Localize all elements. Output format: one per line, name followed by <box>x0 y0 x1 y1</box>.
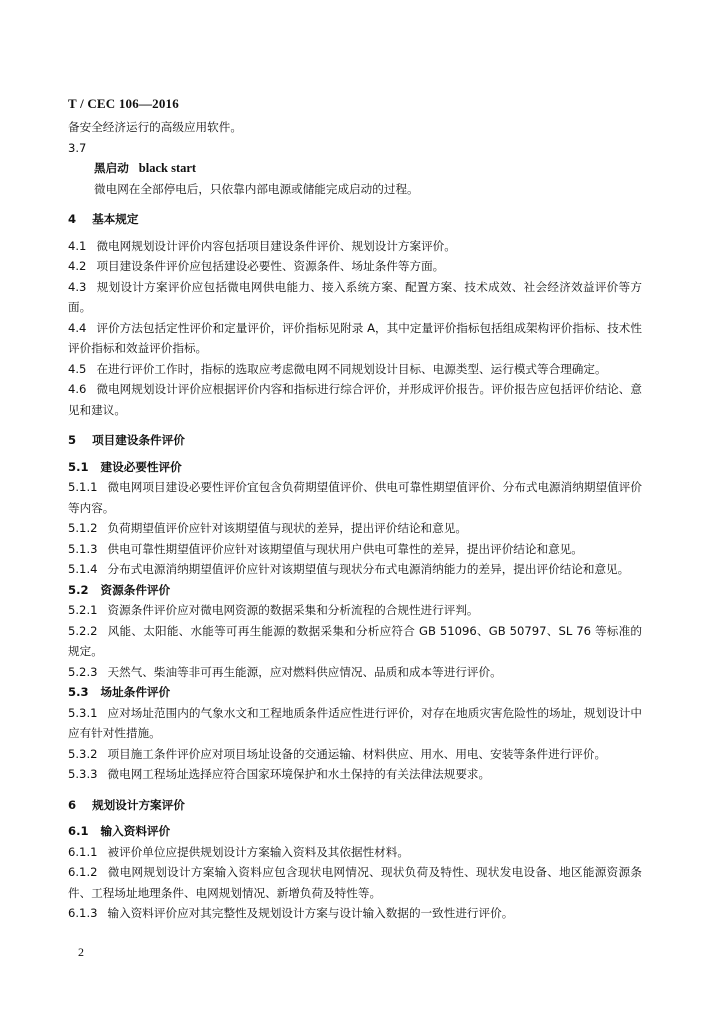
clause-text: 风能、太阳能、水能等可再生能源的数据采集和分析应符合 GB 51096、GB 50797、SL 76 等标准的规定。 <box>68 623 642 658</box>
clause-text: 项目施工条件评价应对项目场址设备的交通运输、材料供应、用水、用电、安装等条件进行评价。 <box>107 746 607 761</box>
clause-text: 资源条件评价应对微电网资源的数据采集和分析流程的合规性进行评判。 <box>107 603 479 617</box>
subsection-heading <box>68 682 642 703</box>
clause-number: 4.5 <box>68 361 87 376</box>
section-number: 6 <box>68 797 77 812</box>
term-number: 3.7 <box>68 140 87 155</box>
clause-number: 5.2.2 <box>68 623 98 638</box>
section-heading <box>68 209 642 230</box>
document-body <box>68 117 642 924</box>
clause-number: 5.1.4 <box>68 562 98 576</box>
clause-number: 5.2.1 <box>68 603 98 617</box>
clause-number: 4.1 <box>68 238 87 253</box>
clause-text: 在进行评价工作时，指标的选取应考虑微电网不同规划设计目标、电源类型、运行模式等合理确定。 <box>96 361 607 376</box>
clause-text: 天然气、柴油等非可再生能源，应对燃料供应情况、品质和成本等进行评价。 <box>107 664 502 679</box>
clause-text: 微电网规划设计评价应根据评价内容和指标进行综合评价，并形成评价报告。评价报告应包括评价结论、意见和建议。 <box>68 382 642 417</box>
clause <box>68 662 642 683</box>
clause-number: 5.1.3 <box>68 541 98 556</box>
subsection-number: 6.1 <box>68 824 89 838</box>
section-title: 规划设计方案评价 <box>92 797 185 812</box>
section-number: 4 <box>68 212 77 226</box>
section-title: 基本规定 <box>92 212 139 226</box>
clause <box>68 379 642 420</box>
subsection-title: 建设必要性评价 <box>100 459 182 474</box>
clause <box>68 256 642 277</box>
subsection-title: 输入资料评价 <box>100 824 171 838</box>
clause-text: 分布式电源消纳期望值评价应针对该期望值与现状分布式电源消纳能力的差异，提出评价结论和意见。 <box>107 562 630 576</box>
clause-text: 规划设计方案评价应包括微电网供电能力、接入系统方案、配置方案、技术成效、社会经济效益评价等方面。 <box>68 279 642 314</box>
clause-number: 6.1.2 <box>68 865 98 879</box>
clause-text: 项目建设条件评价应包括建设必要性、资源条件、场址条件等方面。 <box>96 259 445 273</box>
section-heading <box>68 430 642 451</box>
subsection-heading <box>68 821 642 842</box>
clause-number: 4.6 <box>68 382 87 396</box>
clause <box>68 518 642 539</box>
clause-text: 微电网规划设计评价内容包括项目建设条件评价、规划设计方案评价。 <box>96 238 456 253</box>
clause-number: 4.3 <box>68 279 87 294</box>
clause <box>68 318 642 359</box>
clause-text: 被评价单位应提供规划设计方案输入资料及其依据性材料。 <box>107 844 409 859</box>
clause <box>68 277 642 318</box>
clause <box>68 842 642 863</box>
subsection-number: 5.3 <box>68 685 89 699</box>
clause-number: 5.3.3 <box>68 767 98 781</box>
term-chinese: 黑启动 <box>94 161 129 175</box>
clause-number: 4.4 <box>68 320 87 335</box>
subsection-heading <box>68 580 642 601</box>
clause <box>68 703 642 744</box>
clause-text: 微电网项目建设必要性评价宜包含负荷期望值评价、供电可靠性期望值评价、分布式电源消纳期望值评价等内容。 <box>68 480 642 515</box>
clause-number: 4.2 <box>68 259 87 273</box>
clause-text: 负荷期望值评价应针对该期望值与现状的差异，提出评价结论和意见。 <box>107 521 467 535</box>
clause-text: 供电可靠性期望值评价应针对该期望值与现状用户供电可靠性的差异，提出评价结论和意见。 <box>107 541 583 556</box>
clause-number: 5.3.2 <box>68 746 98 761</box>
standard-code-header: T / CEC 106—2016 <box>68 96 179 111</box>
paragraph: 备安全经济运行的高级应用软件。 <box>68 120 242 134</box>
section-title: 项目建设条件评价 <box>92 433 185 447</box>
subsection-heading <box>68 457 642 478</box>
term-heading <box>68 158 642 179</box>
page-number: 2 <box>78 945 84 959</box>
clause <box>68 559 642 580</box>
clause <box>68 744 642 765</box>
clause <box>68 764 642 785</box>
subsection-number: 5.2 <box>68 582 89 597</box>
clause-text: 输入资料评价应对其完整性及规划设计方案与设计输入数据的一致性进行评价。 <box>107 906 514 920</box>
clause-text: 评价方法包括定性评价和定量评价，评价指标见附录 A，其中定量评价指标包括组成架构评价指标、技术性评价指标和效益评价指标。 <box>68 320 642 355</box>
clause-text: 应对场址范围内的气象水文和工程地质条件适应性进行评价，对存在地质灾害危险性的场址，规划设计中应有针对性措施。 <box>68 705 642 740</box>
clause <box>68 477 642 518</box>
section-heading <box>68 795 642 816</box>
clause <box>68 236 642 257</box>
section-number: 5 <box>68 433 77 447</box>
clause-number: 5.1.1 <box>68 480 98 494</box>
clause <box>68 600 642 621</box>
clause-number: 6.1.1 <box>68 844 98 859</box>
clause-number: 5.3.1 <box>68 705 98 720</box>
clause <box>68 359 642 380</box>
clause-text: 微电网工程场址选择应符合国家环境保护和水土保持的有关法律法规要求。 <box>107 767 491 781</box>
clause-text: 微电网规划设计方案输入资料应包含现状电网情况、现状负荷及特性、现状发电设备、地区能源资源条件、工程场址地理条件、电网规划情况、新增负荷及特性等。 <box>68 865 642 900</box>
clause-number: 5.2.3 <box>68 664 98 679</box>
clause <box>68 862 642 903</box>
subsection-title: 资源条件评价 <box>100 582 171 597</box>
clause-number: 6.1.3 <box>68 906 98 920</box>
term-english: black start <box>138 161 197 175</box>
subsection-number: 5.1 <box>68 459 89 474</box>
clause <box>68 903 642 924</box>
term-definition: 微电网在全部停电后，只依靠内部电源或储能完成启动的过程。 <box>94 181 419 196</box>
clause <box>68 621 642 662</box>
subsection-title: 场址条件评价 <box>100 685 171 699</box>
clause <box>68 539 642 560</box>
clause-number: 5.1.2 <box>68 521 98 535</box>
